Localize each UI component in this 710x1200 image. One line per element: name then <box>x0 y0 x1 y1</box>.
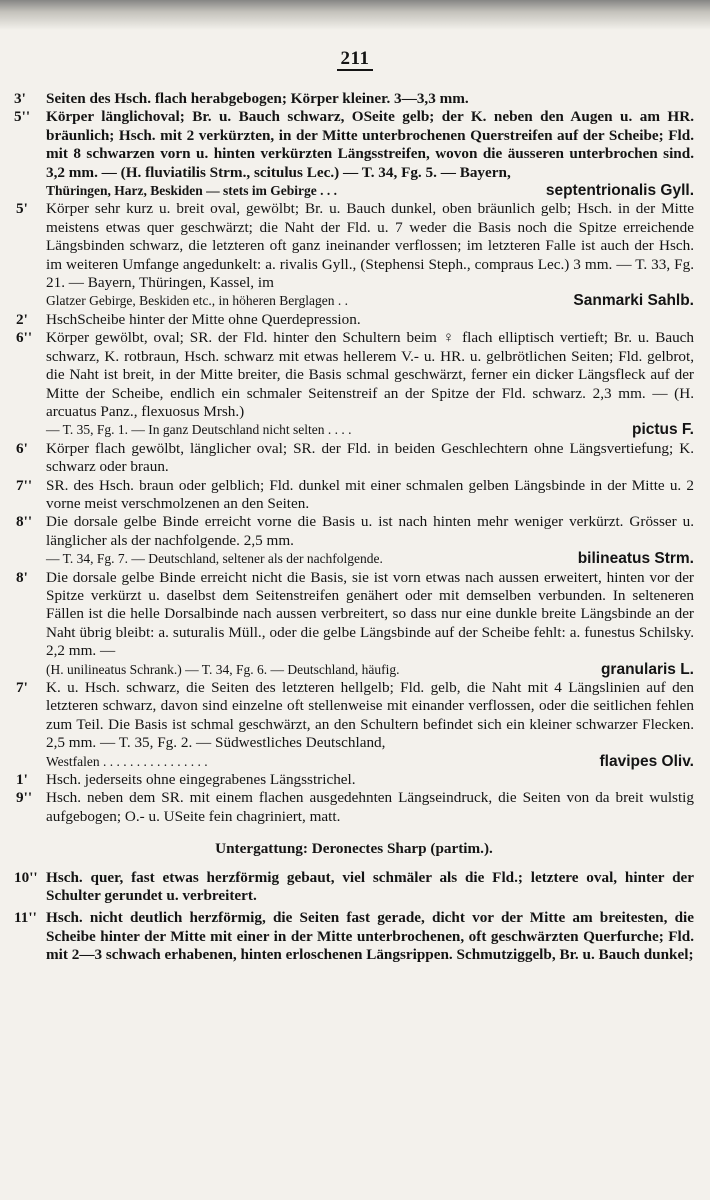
species-name: pictus F. <box>631 421 694 439</box>
couplet-11-double-prime: 11'' Hsch. nicht deutlich herzförmig, die Seiten fast gerade, dicht vor der Mitte am breitesten, die Scheibe hinter der Mitte mit einer in der Mitte unterbrochenen, oft geschwärzten Querfurche; Fld. mit 2—3 schwach erhabenen, hinten erloschenen Längsrippen. Schmutziggelb, Br. u. Bauch dunkel; <box>14 909 694 964</box>
couplet-8-prime: 8' Die dorsale gelbe Binde erreicht nicht die Basis, sie ist vorn etwas nach aussen erweitert, hinten vor der Spitze verkürzt u. daselbst dem Seitenstreifen genähert oder mit demselben verbunden. In selteneren Fällen ist die helle Dorsalbinde nach aussen verbreitert, so dass nur eine dunkle breite Längsbinde an der Naht übrig bleibt: a. suturalis Müll., oder die gelbe Längsbinde auf der Scheibe fehlt: a. funestus Schilsky. 2,2 mm. — (H. unilineatus Schrank.) — T. 34, Fg. 6. — Deutschland, häufig. granularis L. <box>16 568 694 678</box>
couplet-8-double-prime: 8'' Die dorsale gelbe Binde erreicht vorne die Basis u. ist nach hinten mehr weniger verkürzt. Grösser u. länglicher als der nachfolgende. 2,5 mm. — T. 34, Fg. 7. — Deutschland, seltener als der nachfolgende. bilineatus Strm. <box>16 513 694 568</box>
couplet-10-double-prime: 10'' Hsch. quer, fast etwas herzförmig gebaut, viel schmäler als die Fld.; letztere oval, hinter der Schulter gerundet u. verbreitert. <box>14 868 694 905</box>
couplet-6-double-prime: 6'' Körper gewölbt, oval; SR. der Fld. hinter den Schultern beim ♀ flach elliptisch vertieft; Br. u. Bauch schwarz, K. rotbraun, Hsch. schwarz mit etwas hellerem V.- u. HR. u. gelbrötlichen Seiten; Fld. gelbrot, die Naht ist breit, in der Mitte breiter, die Basis schmal geschwärzt, ferner ein dicker Längsfleck auf der Mitte der Scheibe, endlich ein schmaler Seitenstreif an der Spitze der Fld. schwarz. 2,3 mm. — (H. arcuatus Panz., flexuosus Mrsh.) — T. 35, Fg. 1. — In ganz Deutschland nicht selten . . . . pictus F. <box>16 329 694 439</box>
couplet-5-double-prime: 5'' Körper länglichoval; Br. u. Bauch schwarz, OSeite gelb; der K. neben den Augen u. am HR. bräunlich; Hsch. mit 2 verkürzten, in der Mitte unterbrochenen Querstreifen auf der Scheibe; Fld. mit 8 schwarzen vorn u. hinten verkürzten Längsstreifen, wovon die äusseren unterbrochen sind. 3,2 mm. — (H. fluviatilis Strm., scitulus Lec.) — T. 34, Fg. 5. — Bayern, Thüringen, Harz, Beskiden — stets im Gebirge . . . septentrionalis Gyll. <box>14 108 694 200</box>
species-line: Westfalen . . . . . . . . . . . . . . . . flavipes Oliv. <box>46 752 694 770</box>
couplet-7-prime: 7' K. u. Hsch. schwarz, die Seiten des letzteren hellgelb; Fld. gelb, die Naht mit 4 Längslinien auf den letzteren schwarz, davon sind einzelne oft stellenweise mit einander verflossen, oder die seitlichen fehlen zum Teil. Die Basis ist schmal geschwärzt, an den Schultern befindet sich ein kleiner schwarzer Flecken. 2,5 mm. — T. 35, Fg. 2. — Südwestliches Deutschland, Westfalen . . . . . . . . . . . . . . . . flavipes Oliv. <box>16 679 694 770</box>
page-number: 211 <box>0 48 710 70</box>
species-line: Thüringen, Harz, Beskiden — stets im Gebirge . . . septentrionalis Gyll. <box>46 182 694 200</box>
species-line: (H. unilineatus Schrank.) — T. 34, Fg. 6. — Deutschland, häufig. granularis L. <box>46 660 694 678</box>
couplet-9-double-prime: 9'' Hsch. neben dem SR. mit einem flachen ausgedehnten Längseindruck, die Seiten von da breit wulstig aufgebogen; O.- u. USeite fein chagriniert, matt. <box>16 789 694 825</box>
couplet-5-prime: 5' Körper sehr kurz u. breit oval, gewölbt; Br. u. Bauch dunkel, oben bräunlich gelb; Hsch. in der Mitte meistens etwas quer geschwärzt; die Naht der Fld. u. 7 weder die Basis noch die Spitze erreichende Längsbinden schwarz, die letzteren oft ganz ineinander verflossen; im letzteren Falle ist auch der Hsch. im weiteren Umfange angedunkelt: a. rivalis Gyll., (Stephensi Steph., compraus Lec.) 3 mm. — T. 33, Fg. 21. — Bayern, Thüringen, Kassel, im Glatzer Gebirge, Beskiden etc., in höheren Berglagen . . Sanmarki Sahlb. <box>16 200 694 310</box>
species-line: Glatzer Gebirge, Beskiden etc., in höheren Berglagen . . Sanmarki Sahlb. <box>46 292 694 310</box>
species-name: septentrionalis Gyll. <box>545 182 694 200</box>
couplet-3-prime: 3' Seiten des Hsch. flach herabgebogen; Körper kleiner. 3—3,3 mm. <box>14 90 469 107</box>
species-name: bilineatus Strm. <box>577 550 694 568</box>
couplet-2-prime: 2' HschScheibe hinter der Mitte ohne Querdepression. <box>16 310 361 328</box>
species-line: — T. 35, Fg. 1. — In ganz Deutschland nicht selten . . . . pictus F. <box>46 421 694 439</box>
couplet-7-double-prime: 7'' SR. des Hsch. braun oder gelblich; Fld. dunkel mit einer schmalen gelben Längsbinde in der Mitte u. 2 vorne meist verschmolzenen an den Seiten. <box>16 476 694 512</box>
species-name: flavipes Oliv. <box>599 752 694 770</box>
species-line: — T. 34, Fg. 7. — Deutschland, seltener als der nachfolgende. bilineatus Strm. <box>46 550 694 568</box>
key-text <box>14 90 694 965</box>
subgenus-heading: Untergattung: Deronectes Sharp (partim.). <box>215 840 493 858</box>
species-name: granularis L. <box>600 660 694 678</box>
species-name: Sanmarki Sahlb. <box>573 292 694 310</box>
couplet-6-prime: 6' Körper flach gewölbt, länglicher oval; SR. der Fld. in beiden Geschlechtern ohne Längsvertiefung; K. schwarz oder braun. <box>16 439 694 476</box>
couplet-1-prime: 1' Hsch. jederseits ohne eingegrabenes Längsstrichel. <box>16 771 356 789</box>
scan-edge-shadow <box>0 0 710 30</box>
